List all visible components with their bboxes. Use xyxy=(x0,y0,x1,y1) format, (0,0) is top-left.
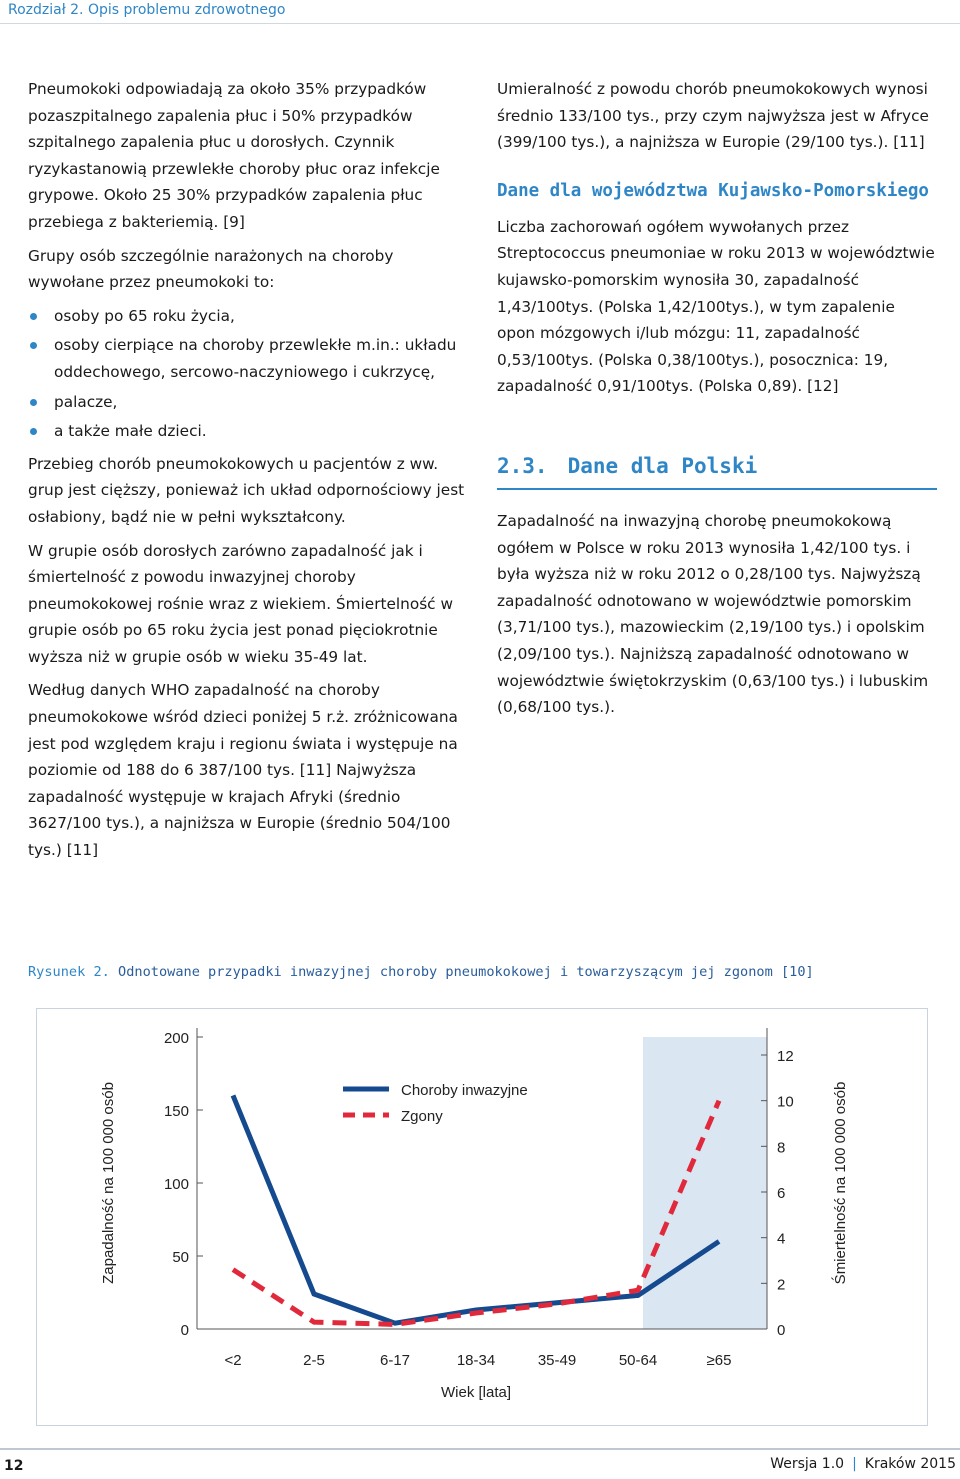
y-right-tick-label: 8 xyxy=(777,1139,786,1157)
y-right-tick-label: 4 xyxy=(777,1230,786,1248)
paragraph-risk-groups-intro: Grupy osób szczególnie narażonych na choroby wywołane przez pneumokoki to: xyxy=(28,246,394,292)
paragraph-pneumococci: Pneumokoki odpowiadają za około 35% przypadków pozaszpitalnego zapalenia płuc i 50% przypadków szpitalnego zapalenia płuc u dorosłych. Czynnik ryzykastanowią przewlekłe choroby płuc oraz infekcje grypowe. Około 25 30% przypadków zapalenia płuc przebiega z bakteriemią. [9] xyxy=(28,80,440,231)
place-date-label: Kraków 2015 xyxy=(864,1456,956,1472)
y-right-tick-label: 12 xyxy=(777,1048,794,1065)
header-divider xyxy=(0,23,960,24)
section-title: Dane dla Polski xyxy=(567,453,758,478)
x-tick-label: 18-34 xyxy=(456,1352,496,1369)
section-heading-poland xyxy=(497,452,937,490)
right-column xyxy=(497,76,937,728)
y-right-tick-label: 2 xyxy=(777,1276,786,1294)
list-item-text: palacze, xyxy=(54,392,118,411)
y-left-tick-label: 150 xyxy=(163,1103,189,1120)
y-right-tick-label: 0 xyxy=(777,1322,786,1339)
chart-frame xyxy=(36,1008,928,1426)
x-tick-label: ≥65 xyxy=(706,1352,732,1369)
y-left-tick-label: 200 xyxy=(163,1030,189,1047)
paragraph-adults-incidence: W grupie osób dorosłych zarówno zapadalność jak i śmiertelność z powodu inwazyjnej choroby pneumokokowej rośnie wraz z wiekiem. Śmiertelność w grupie osób po 65 roku życia jest ponad pięciokrotnie wyższa niż w grupie osób w wieku 35-49 lat. xyxy=(28,541,453,666)
bullet-icon xyxy=(30,399,37,406)
page-number: 12 xyxy=(4,1458,24,1474)
bullet-icon xyxy=(30,313,37,320)
subheading-kujawsko-pomorskie: Dane dla województwa Kujawsko-Pomorskiego xyxy=(497,180,929,201)
y-right-tick-label: 6 xyxy=(777,1185,786,1202)
version-label: Wersja 1.0 xyxy=(770,1456,845,1472)
x-tick-label: 50-64 xyxy=(618,1352,658,1369)
list-item xyxy=(28,332,468,385)
section-number: 2.3. xyxy=(497,453,548,478)
list-item-text: osoby cierpiące na choroby przewlekłe m.in.: układu oddechowego, sercowo-naczyniowego i cukrzycę, xyxy=(54,336,457,381)
highlight-band xyxy=(643,1037,767,1329)
list-item xyxy=(28,303,468,330)
footer-divider xyxy=(0,1448,960,1450)
y-right-tick-label: 10 xyxy=(777,1093,794,1111)
x-tick-label: 2-5 xyxy=(303,1352,325,1369)
list-item-text: a także małe dzieci. xyxy=(54,422,207,441)
y-right-axis-title: Śmiertelność na 100 000 osób xyxy=(832,1081,849,1285)
left-column xyxy=(28,76,468,871)
y-left-tick-label: 0 xyxy=(180,1322,189,1339)
figure-caption-text: Odnotowane przypadki inwazyjnej choroby pneumokokowej i towarzyszącym jej zgonom [10] xyxy=(118,964,814,980)
legend-label: Zgony xyxy=(401,1108,443,1125)
bullet-icon xyxy=(30,342,37,349)
chapter-header: Rozdział 2. Opis problemu zdrowotnego xyxy=(8,2,286,18)
paragraph-regional-data: Liczba zachorowań ogółem wywołanych przez Streptococcus pneumoniae w roku 2013 w województwie kujawsko-pomorskim wynosiła 30, zapadalność 1,43/100tys. (Polska 1,42/100tys.), w tym zapalenie opon mózgowych i/lub mózgu: 11, zapadalność 0,53/100tys. (Polska 0,38/100tys.), posocznica: 19, zapadalność 0,91/100tys. (Polska 0,89). [12] xyxy=(497,217,935,396)
x-axis-title: Wiek [lata] xyxy=(440,1384,512,1401)
y-left-tick-label: 100 xyxy=(163,1176,189,1193)
footer-info xyxy=(770,1456,956,1472)
paragraph-disease-course: Przebieg chorób pneumokokowych u pacjentów z ww. grup jest cięższy, ponieważ ich układ odpornościowy jest osłabiony, bądź nie w pełni wykształcony. xyxy=(28,454,465,526)
incidence-mortality-chart xyxy=(37,1009,929,1427)
figure-caption xyxy=(28,962,948,982)
x-tick-label: 35-49 xyxy=(537,1352,577,1369)
legend-label: Choroby inwazyjne xyxy=(401,1082,528,1099)
list-item xyxy=(28,389,468,416)
y-left-tick-label: 50 xyxy=(172,1249,189,1266)
paragraph-mortality: Umieralność z powodu chorób pneumokokowych wynosi średnio 133/100 tys., przy czym najwyższa jest w Afryce (399/100 tys.), a najniższa w Europie (29/100 tys.). [11] xyxy=(497,80,929,152)
x-tick-label: <2 xyxy=(224,1352,242,1369)
figure-label: Rysunek 2. xyxy=(28,964,110,980)
list-item xyxy=(28,418,468,445)
y-left-axis-title: Zapadalność na 100 000 osób xyxy=(100,1082,117,1284)
bullet-icon xyxy=(30,428,37,435)
paragraph-who-data: Według danych WHO zapadalność na choroby pneumokokowe wśród dzieci poniżej 5 r.ż. zróżnicowana jest pod względem kraju i regionu świata i występuje na poziomie od 188 do 6 387/100 tys. [11] Najwyższa zapadalność występuje w krajach Afryki (średnio 3627/100 tys.), a najniższa w Europie (średnio 504/100 tys.) [11] xyxy=(28,681,458,860)
paragraph-poland-data: Zapadalność na inwazyjną chorobę pneumokokową ogółem w Polsce w roku 2013 wynosiła 1,42/100 tys. i była wyższa niż w roku 2012 o 0,28/100 tys. Najwyższą zapadalność odnotowano w województwie pomorskim (3,71/100 tys.), mazowieckim (2,19/100 tys.) i opolskim (2,09/100 tys.). Najniższą zapadalność odnotowano w województwie świętokrzyskim (0,63/100 tys.) i lubuskim (0,68/100 tys.). xyxy=(497,511,929,717)
risk-groups-list xyxy=(28,303,468,445)
list-item-text: osoby po 65 roku życia, xyxy=(54,306,235,325)
footer-separator: | xyxy=(852,1456,857,1472)
x-tick-label: 6-17 xyxy=(379,1352,411,1369)
